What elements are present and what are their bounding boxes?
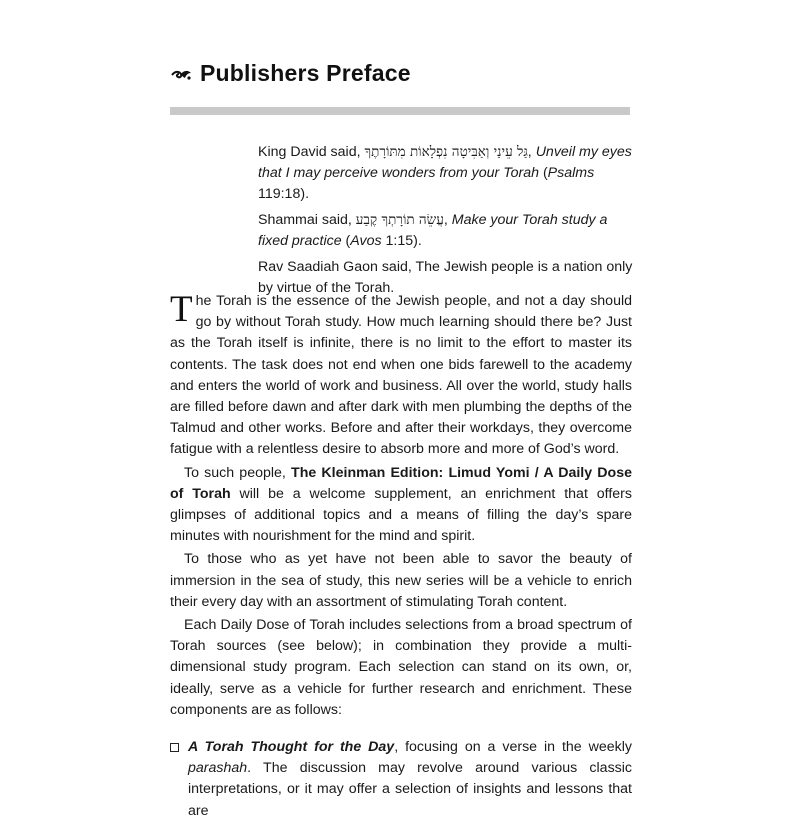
section-heading: [170, 60, 411, 87]
paragraph-text: he Torah is the essence of the Jewish people, and not a day should go by without Torah study. How much learning should there be? Just as the Torah itself is infinite, there is no limit to the effort to master its contents. The task does not end when one bids farewell to the academy and enters the world of work and business. All over the world, study halls are filled before dawn and after dark with men plumbing the depths of the Talmud and other works. Before and after their workdays, they overcome fatigue with a relentless desire to absorb more and more of God’s word.: [170, 293, 632, 458]
source-book: Avos: [350, 233, 382, 249]
source-reference: 1:15).: [381, 233, 422, 249]
list-item-text: , focusing on a verse in the weekly: [394, 739, 632, 756]
paragraph-4: Each Daily Dose of Torah includes selections from a broad spectrum of Torah sources (see below); in combination they provide a multi-dimensional study program. Each selection can stand on its own, or, ideally, serve as a vehicle for further research and enrichment. These components are as follows:: [170, 617, 632, 718]
epigraph-attribution: King David said,: [258, 144, 365, 160]
source-open: (: [341, 233, 351, 249]
drop-cap: T: [170, 289, 193, 330]
quote-translation: Make your Torah study a fixed practice: [258, 212, 608, 249]
paragraph-2: [170, 463, 632, 548]
hebrew-quote: גַּל עֵינַי וְאַבִּיטָה נִפְלָאוֹת מִתּוֹרָתֶךָ: [364, 144, 528, 160]
paragraph-3: To those who as yet have not been able to savor the beauty of immersion in the sea of study, this new series will be a vehicle to enrich their every day with an assortment of stimulating Torah content.: [170, 551, 632, 610]
components-list: [170, 737, 632, 822]
paragraph-1: [170, 291, 632, 461]
page-title: Publishers Preface: [200, 60, 411, 86]
paragraph-text: will be a welcome supplement, an enrichment that offers glimpses of additional topics and a means of filling the day’s spare minutes with nourishment for the mind and spirit.: [170, 485, 632, 545]
separator: ,: [443, 212, 452, 228]
epigraphs-block: [258, 142, 640, 304]
paragraph-text: To such people,: [184, 464, 292, 481]
list-item-title: A Torah Thought for the Day: [188, 739, 395, 756]
list-item-text: . The discussion may revolve around various classic interpretations, or it may offer a selection of insights and lessons that are: [188, 760, 632, 819]
heading-divider: [170, 107, 630, 115]
fleuron-ornament-icon: [170, 62, 194, 86]
source-book: Psalms: [547, 165, 595, 181]
source-open: (: [539, 165, 548, 181]
book-title: The Kleinman Edition: Limud Yomi / A Daily Dose of Torah: [170, 464, 632, 502]
epigraph-shammai: [258, 210, 640, 252]
preface-body: [170, 291, 632, 822]
list-item: [170, 737, 632, 822]
empty-checkbox-icon: [170, 743, 179, 752]
list-item-term: parashah: [188, 760, 248, 777]
epigraph-rav-saadiah: Rav Saadiah Gaon said, The Jewish people is a nation only by virtue of the Torah.: [258, 259, 633, 296]
hebrew-quote: עֲשֵׂה תוֹרָתְךָ קֶבַע: [355, 212, 444, 228]
source-reference: 119:18).: [258, 186, 310, 202]
separator: ,: [527, 144, 536, 160]
epigraph-king-david: [258, 142, 640, 205]
epigraph-attribution: Shammai said,: [258, 212, 356, 228]
quote-translation: Unveil my eyes that I may perceive wonders from your Torah: [258, 144, 632, 181]
